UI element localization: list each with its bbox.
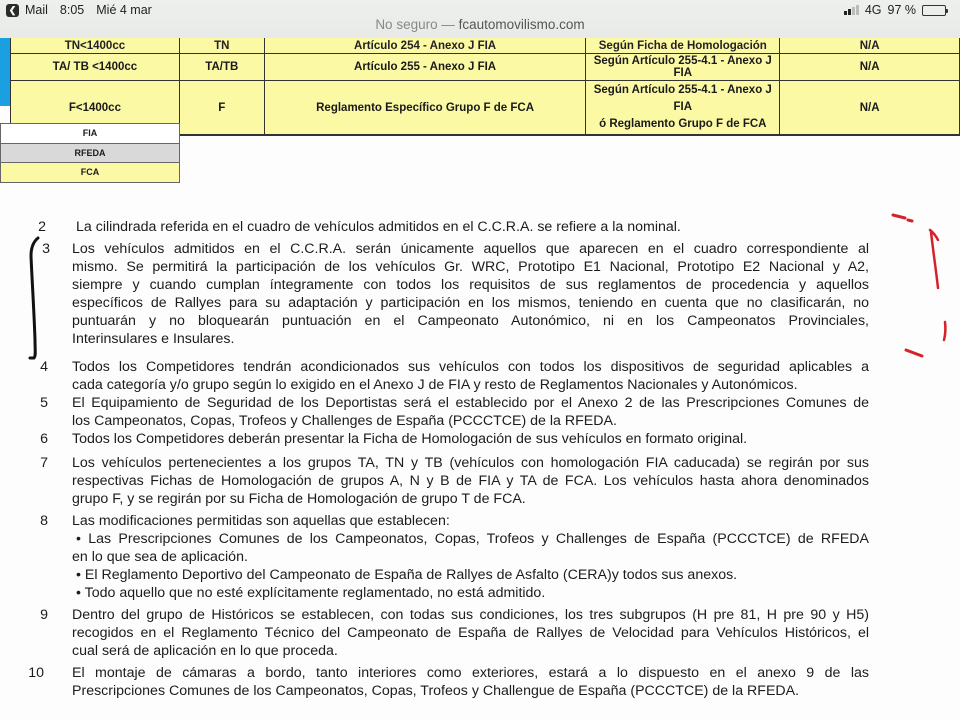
article-line: puntuarán y no bloquearán puntuación en el Campeonato Autonómico, ni en los Campeonatos Provinciales, [72,313,869,329]
article-line: siempre y cuando cumplan íntegramente con todos los requisitos de sus reglamentos de procedencia y aquellos [72,277,869,293]
legend-label: RFEDA [1,143,180,163]
article-number: 10 [28,665,44,681]
article-line: Prescripciones Comunes de los Campeonatos, Copas, Trofeos y Challengue de España (PCCCTCE) de la RFEDA. [72,683,800,699]
article-line: específicos de Rallyes para su adaptación y participación en los mismos, teniendo en cuenta que no clasificarán, no [72,295,869,311]
url-bar[interactable] [0,17,960,32]
cell-group: TA/TB [179,54,264,81]
article-text [72,240,869,348]
back-to-app-link[interactable]: Mail [25,3,48,17]
article-line: respectivas Fichas de Homologación de grupos A, N y B de FIA y TA de FCA. Los vehículos hasta ahora denominados [72,473,869,489]
article-number: 7 [40,455,48,471]
legend-label: FCA [1,163,180,183]
signal-bar [848,9,851,15]
signal-icon [844,5,859,15]
red-bracket-top-mark [893,215,912,221]
article-text [72,454,869,508]
red-bracket-bottom-mark [906,350,922,356]
article-number: 9 [40,607,48,623]
red-bracket-lower-mark [944,322,945,340]
article-line: Interinsulares e Insulares. [72,331,235,347]
bullet-continuation: en lo que sea de aplicación. [72,549,248,565]
article-text [72,512,869,602]
cell-extra: N/A [780,31,960,54]
article-line: Todos los Competidores tendrán acondicionados sus vehículos con todos los dispositivos de seguridad aplicables a [72,359,869,375]
cell-extra: N/A [780,54,960,81]
article-line: El Equipamiento de Seguridad de los Deportistas será el establecido por el Anexo 2 de las Prescripciones Comunes de [72,395,869,411]
cell-homologation: Según Ficha de Homologación [586,31,780,54]
article-line: recogidos en el Reglamento Técnico del Campeonato de España de Rallyes de Velocidad para Vehículos Históricos, el [72,625,869,641]
article-text [72,358,869,394]
article-text [76,218,873,236]
cell-group: F [179,81,264,136]
article-line: El montaje de cámaras a bordo, tanto interiores como exteriores, estará a lo dispuesto en el anexo 9 de las [72,665,869,681]
article-line: mismo. Se permitirá la participación de los vehículos Gr. WRC, Prototipo E1 Nacional, Prototipo E2 Nacional y A2, [72,259,869,275]
cell-class: TA/ TB <1400cc [11,54,180,81]
article-line: cual será de aplicación en lo que proceda. [72,643,338,659]
article-number: 8 [40,513,48,529]
article-text [72,664,869,700]
bullet-item: • Todo aquello que no esté explícitamente reglamentado, no está admitido. [72,584,869,602]
legend-label: FIA [1,124,180,144]
article-line: grupo F, y se regirán por su Ficha de Homologación de grupo T de FCA. [72,491,526,507]
url-domain: fcautomovilismo.com [458,17,585,32]
battery-icon [922,5,946,16]
signal-bar [852,7,855,15]
signal-bar [856,5,859,15]
cell-homologation-line: ó Reglamento Grupo F de FCA [599,118,767,130]
article-number: 4 [40,359,48,375]
battery-percent: 97 % [887,3,916,17]
table-row [11,54,960,81]
cell-group: TN [179,31,264,54]
status-bar-left [6,3,152,17]
cell-rules: Reglamento Específico Grupo F de FCA [264,81,586,136]
article-line: Todos los Competidores deberán presentar la Ficha de Homologación de sus vehículos en formato original. [72,431,748,447]
legend-table [0,123,180,183]
cell-rules: Artículo 255 - Anexo J FIA [264,54,586,81]
cell-rules: Artículo 254 - Anexo J FIA [264,31,586,54]
cell-homologation [586,81,780,136]
article-text [72,430,869,448]
article-line: La cilindrada referida en el cuadro de vehículos admitidos en el C.C.R.A. se refiere a la nominal. [76,219,681,235]
article-line: Las modificaciones permitidas son aquellas que establecen: [72,513,450,529]
table-accent-bar [0,38,10,106]
bullet-item: • Las Prescripciones Comunes de los Campeonatos, Copas, Trofeos y Challenges de España (PCCCTCE) de RFEDA [72,530,869,548]
cell-homologation-line: Según Artículo 255-4.1 - Anexo J FIA [593,84,772,113]
legend-row-fca [1,163,180,183]
bullet-item: • El Reglamento Deportivo del Campeonato de España de Rallyes de Asfalto (CERA)y todos sus anexos. [72,566,869,584]
article-line: Los vehículos pertenecientes a los grupos TA, TN y TB (vehículos con homologación FIA caducada) se regirán por sus [72,455,869,471]
signal-bar [844,11,847,15]
legend-row-fia [1,124,180,144]
security-label: No seguro [375,17,438,32]
article-line: Dentro del grupo de Históricos se establecen, con todas sus condiciones, los tres subgrupos (H pre 81, H pre 90 y H5) [72,607,869,623]
vehicle-category-table [10,30,960,136]
article-number: 2 [38,219,46,235]
cell-homologation: Según Artículo 255-4.1 - Anexo J FIA [586,54,780,81]
legend-row-rfeda [1,143,180,163]
status-bar-right [844,3,946,17]
status-date: Mié 4 mar [96,3,152,17]
article-text [72,394,869,430]
cell-class: TN<1400cc [11,31,180,54]
status-time: 8:05 [59,3,85,17]
article-line: cada categoría y/o grupo según lo exigido en el Anexo J de FIA y resto de Reglamentos Nacionales y Autonómicos. [72,377,798,393]
article-number: 5 [40,395,48,411]
browser-chrome [0,0,960,38]
article-number: 3 [42,241,50,257]
network-type: 4G [864,3,882,17]
article-line: Los vehículos admitidos en el C.C.R.A. serán únicamente aquellos que aparecen en el cuadro correspondiente al [72,241,869,257]
article-text [72,606,869,660]
article-number: 6 [40,431,48,447]
red-bracket-curve-mark [930,230,938,288]
article-line: los Campeonatos, Copas, Trofeos y Challenges de España (PCCCTCE) de la RFEDA. [72,413,617,429]
url-separator: — [437,17,459,32]
cell-extra: N/A [780,81,960,136]
back-arrow-icon[interactable]: ❮ [6,4,19,17]
cell-class: F<1400cc [11,81,180,136]
